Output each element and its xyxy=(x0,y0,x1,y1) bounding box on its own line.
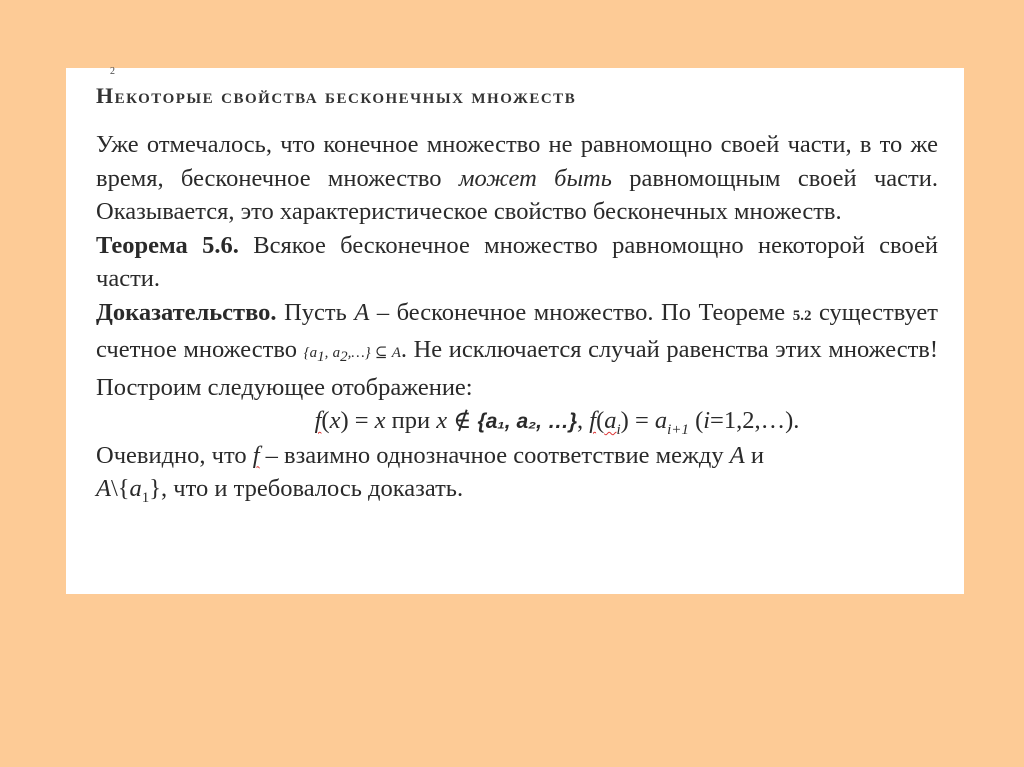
equals: ) = xyxy=(620,407,655,434)
set-a1-a2: {a₁, a₂, …} xyxy=(477,410,577,433)
set-open: {a xyxy=(303,345,318,361)
intro-paragraph xyxy=(96,128,938,229)
conclusion-text-3: и xyxy=(744,441,764,469)
set-close: ,…} ⊆ A xyxy=(347,345,401,361)
proof-text-2: – бесконечное множество. По Теореме xyxy=(369,298,793,326)
a-var: a xyxy=(129,475,142,502)
set-a: A xyxy=(96,475,111,502)
index-range: =1,2,…). xyxy=(710,407,800,434)
a-var: a xyxy=(604,407,617,434)
sub-i-plus-1: i+1 xyxy=(667,421,689,438)
conclusion-paragraph xyxy=(96,439,938,506)
conclusion-text-4: }, что и требовалось доказать. xyxy=(149,475,464,502)
f-symbol: f xyxy=(252,441,260,469)
conclusion-text-2: – взаимно однозначное соответствие между xyxy=(259,441,730,469)
slide-content xyxy=(66,68,964,594)
proof-text-3: существует счетное множество xyxy=(96,298,938,363)
x-var: x xyxy=(329,407,341,434)
conclusion-text-1: Очевидно, что xyxy=(96,441,253,469)
set-mid: , a xyxy=(324,345,341,361)
paren: ( xyxy=(688,407,704,434)
a-var: a xyxy=(654,407,668,434)
page-marker: 2 xyxy=(110,66,115,77)
intro-text-1: Уже отмечалось, что конечное множество не равномощно своей части, в то же время, бесконечное множество xyxy=(96,131,938,192)
paren: ( xyxy=(321,407,330,434)
set-difference: \{ xyxy=(110,475,130,502)
countable-set-formula xyxy=(303,345,401,365)
sub-1: 1 xyxy=(141,489,150,506)
intro-emphasis: может быть xyxy=(458,164,612,192)
f-symbol: f xyxy=(589,407,597,434)
set-a: A xyxy=(354,298,370,326)
x-var: x xyxy=(436,407,448,434)
i-var: i xyxy=(703,407,711,434)
sub-2: 2 xyxy=(340,349,348,365)
x-var: x xyxy=(374,407,386,434)
pri-word: при xyxy=(385,407,437,434)
mapping-formula xyxy=(96,404,938,439)
proof-text-1: Пусть xyxy=(276,298,355,326)
comma: , xyxy=(577,407,590,434)
sub-i: i xyxy=(616,421,621,438)
proof-text-4: . Не исключается случай равенства этих множеств! Построим следующее отображение: xyxy=(96,336,939,401)
notin-symbol: ∉ xyxy=(447,407,478,434)
equals: ) = xyxy=(340,407,375,434)
theorem-reference: 5.2 xyxy=(792,307,812,324)
sub-1: 1 xyxy=(317,349,325,365)
slide-title: Некоторые свойства бесконечных множеств xyxy=(96,83,577,108)
proof-paragraph xyxy=(96,296,938,405)
f-symbol: f xyxy=(314,407,322,434)
paren: ( xyxy=(596,407,605,434)
theorem-label: Теорема 5.6. xyxy=(96,231,239,259)
intro-text-2: равномощным своей части. Оказывается, это характеристическое свойство бесконечных множеств. xyxy=(96,164,938,225)
set-a: A xyxy=(729,441,745,469)
proof-label: Доказательство. xyxy=(96,298,277,326)
theorem-text: Всякое бесконечное множество равномощно некоторой своей части. xyxy=(96,231,938,292)
theorem-paragraph xyxy=(96,229,938,296)
